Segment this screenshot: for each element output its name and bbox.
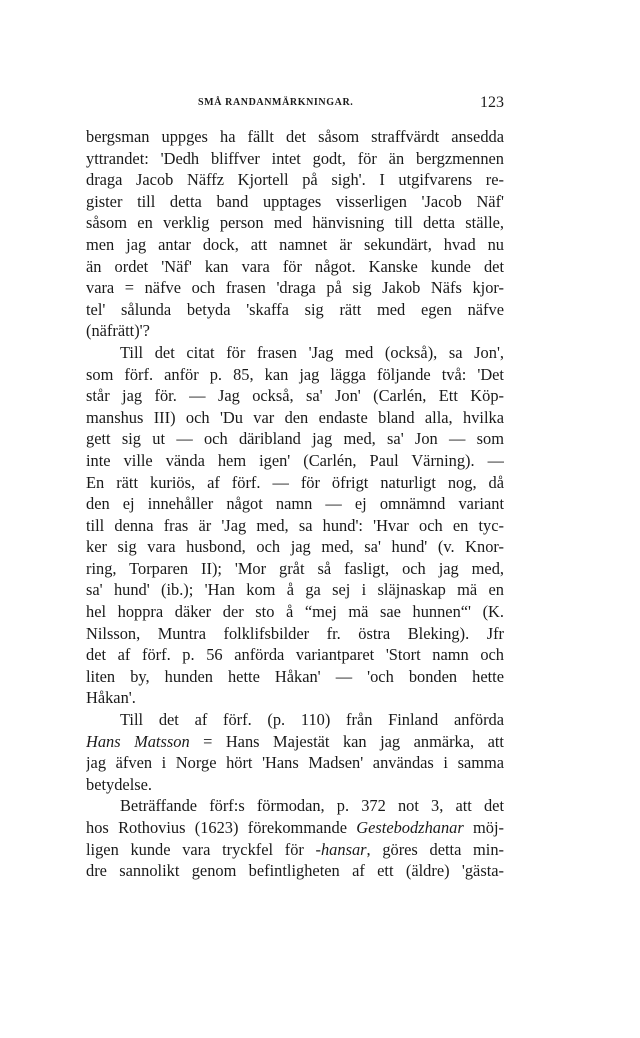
paragraph-start-line: Beträffande förf:s förmodan, p. 372 not 3, att det [120,796,504,816]
text-line: den ej innehåller något namn — ej omnämnd variant [86,494,504,514]
text-line [86,731,504,753]
text-line: dre sannolikt genom befintligheten af ett (äldre) 'gästa- [86,861,504,881]
text-line: liten by, hunden hette Håkan' — 'och bonden hette [86,666,504,686]
page-number: 123 [480,94,504,111]
paragraph-end-line: betydelse. [86,774,152,794]
paragraph-end-line: (näfrätt)'? [86,321,150,341]
text-line: gett sig ut — och däribland jag med, sa' Jon — som [86,429,504,449]
text-line [86,839,504,861]
text-line: till denna fras är 'Jag med, sa hund': 'Hvar och en tyc- [86,515,504,535]
paragraph-end-line: Håkan'. [86,688,136,708]
page-header [86,94,504,116]
text-line: sa' hund' (ib.); 'Han kom å ga sej i släjnaskap mä en [86,580,504,600]
text-line: gister till detta band upptages visserligen 'Jacob Näf' [86,191,504,211]
italic-term: -hansar [315,839,367,859]
text-fragment: ligen kunde vara tryckfel för [86,839,316,859]
text-fragment: möj- [463,818,504,837]
text-fragment: , göres detta min- [366,839,504,859]
text-line: men jag antar dock, att namnet är sekundärt, hvad nu [86,234,504,254]
text-line: jag äfven i Norge hört 'Hans Madsen' användas i samma [86,753,504,773]
text-line: En rätt kuriös, af förf. — för öfrigt naturligt nog, då [86,472,504,492]
text-line: hel hoppra däker der sto å “mej mä sae hunnen“' (K. [86,602,504,622]
italic-term: Gestebodzhanar [356,818,464,837]
text-line: som förf. anför p. 85, kan jag lägga följande två: 'Det [86,364,504,384]
running-title: SMÅ RANDANMÄRKNINGAR. [198,97,354,108]
text-line: det af förf. p. 56 anförda variantparet 'Stort namn och [86,645,504,665]
text-fragment: hos Rothovius (1623) förekommande [86,818,357,837]
text-line: tel' sålunda betyda 'skaffa sig rätt med egen näfve [86,299,504,319]
text-line: inte ville vända hem igen' (Carlén, Paul Värning). — [86,450,504,470]
text-line: står jag för. — Jag också, sa' Jon' (Carlén, Ett Köp- [86,386,504,406]
italic-name: Hans Matsson [86,731,190,751]
text-line: manshus III) och 'Du var den endaste bland alla, hvilka [86,407,504,427]
text-line: yttrandet: 'Dedh bliffver intet godt, för än bergzmennen [86,148,504,168]
paragraph-start-line: Till det citat för frasen 'Jag med (också), sa Jon', [120,342,504,362]
text-line: än ordet 'Näf' kan vara för något. Kanske kunde det [86,256,504,276]
text-line: bergsman uppges ha fällt det såsom straffvärdt ansedda [86,127,504,146]
text-line: draga Jacob Näffz Kjortell på sigh'. I utgifvarens re- [86,170,504,190]
text-line: ker sig vara husbond, och jag med, sa' hund' (v. Knor- [86,537,504,557]
paragraph-start-line: Till det af förf. (p. 110) från Finland anförda [120,710,504,730]
text-fragment: = Hans Majestät kan jag anmärka, att [189,731,504,751]
body-text [86,126,504,882]
text-line: ring, Torparen II); 'Mor gråt så fasligt, och jag med, [86,558,504,578]
text-line [86,817,504,839]
text-line: Nilsson, Muntra folklifsbilder fr. östra Bleking). Jfr [86,623,504,643]
text-line: vara = näfve och frasen 'draga på sig Jakob Näfs kjor- [86,278,504,298]
text-line: såsom en verklig person med hänvisning till detta ställe, [86,213,504,233]
